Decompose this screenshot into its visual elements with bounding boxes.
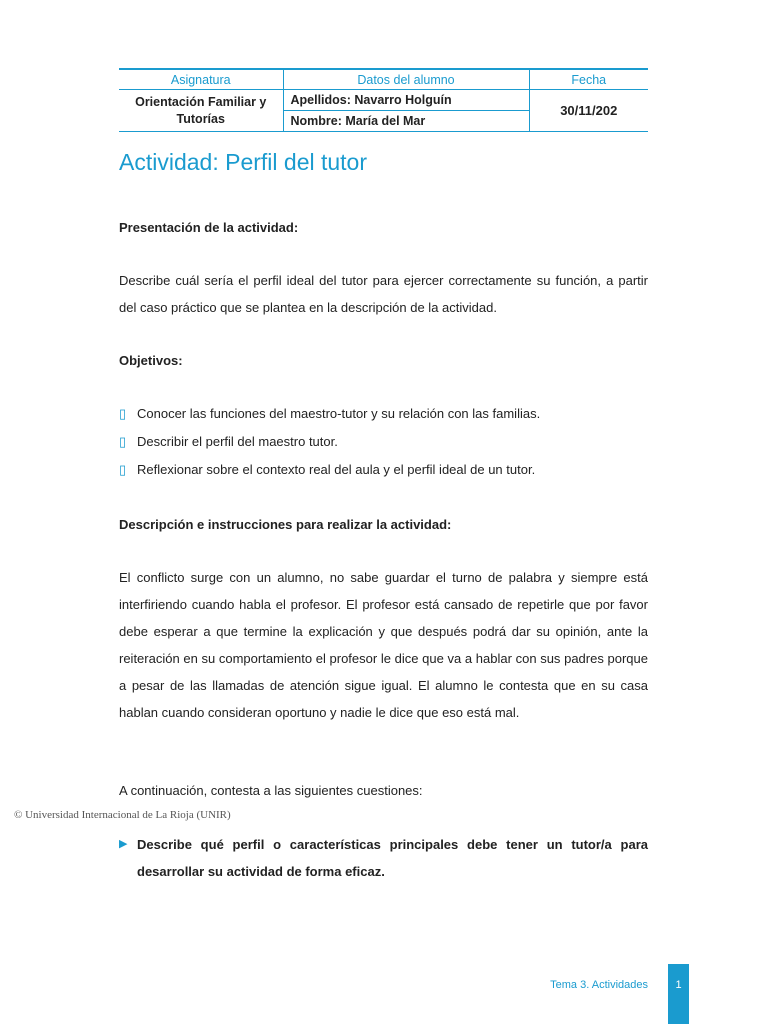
question-item — [119, 831, 648, 885]
objective-text: Conocer las funciones del maestro-tutor y su relación con las familias. — [137, 406, 541, 421]
subject-cell: Orientación Familiar y Tutorías — [119, 90, 283, 132]
square-bullet-icon: ▯ — [119, 406, 127, 421]
objectives-heading: Objetivos: — [119, 353, 183, 368]
presentation-text: Describe cuál sería el perfil ideal del tutor para ejercer correctamente su función, a partir del caso práctico que se plantea en la descripción de la actividad. — [119, 273, 648, 315]
date-cell: 30/11/202 — [529, 90, 648, 132]
square-bullet-icon: ▯ — [119, 462, 127, 477]
presentation-heading: Presentación de la actividad: — [119, 220, 299, 235]
objective-text: Reflexionar sobre el contexto real del aula y el perfil ideal de un tutor. — [137, 462, 536, 477]
question-text: Describe qué perfil o características principales debe tener un tutor/a para desarrollar su actividad de forma eficaz. — [137, 837, 648, 879]
objective-item — [119, 433, 338, 451]
square-bullet-icon: ▯ — [119, 434, 127, 449]
footer-section-label: Tema 3. Actividades — [550, 979, 648, 991]
col-date-header: Fecha — [529, 69, 648, 90]
page-number: 1 — [675, 979, 682, 991]
col-student-header: Datos del alumno — [283, 69, 529, 90]
name-cell: Nombre: María del Mar — [283, 111, 529, 132]
header-table — [119, 68, 648, 132]
col-subject-header: Asignatura — [119, 69, 283, 90]
description-heading: Descripción e instrucciones para realizar la actividad: — [119, 517, 452, 532]
objective-item — [119, 461, 535, 479]
triangle-arrow-icon: ▶ — [119, 838, 128, 850]
objective-item — [119, 405, 540, 423]
page-number-box — [668, 964, 689, 1024]
copyright-notice: © Universidad Internacional de La Rioja (UNIR) — [14, 809, 231, 821]
continuation-text: A continuación, contesta a las siguientes cuestiones: — [119, 783, 423, 798]
activity-title: Actividad: Perfil del tutor — [119, 149, 368, 175]
objective-text: Describir el perfil del maestro tutor. — [137, 434, 338, 449]
description-text: El conflicto surge con un alumno, no sabe guardar el turno de palabra y siempre está interfiriendo cuando habla el profesor. El profesor está cansado de repetirle que por favor debe esperar a que termine la explicación y que después podrá dar su opinión, ante la reiteración en su comportamiento el profesor le dice que va a hablar con sus padres porque a pesar de las llamadas de atención sigue igual. El alumno le contesta que en su casa hablan cuando consideran oportuno y nadie le dice que eso está mal. — [119, 570, 648, 720]
surname-cell: Apellidos: Navarro Holguín — [283, 90, 529, 111]
